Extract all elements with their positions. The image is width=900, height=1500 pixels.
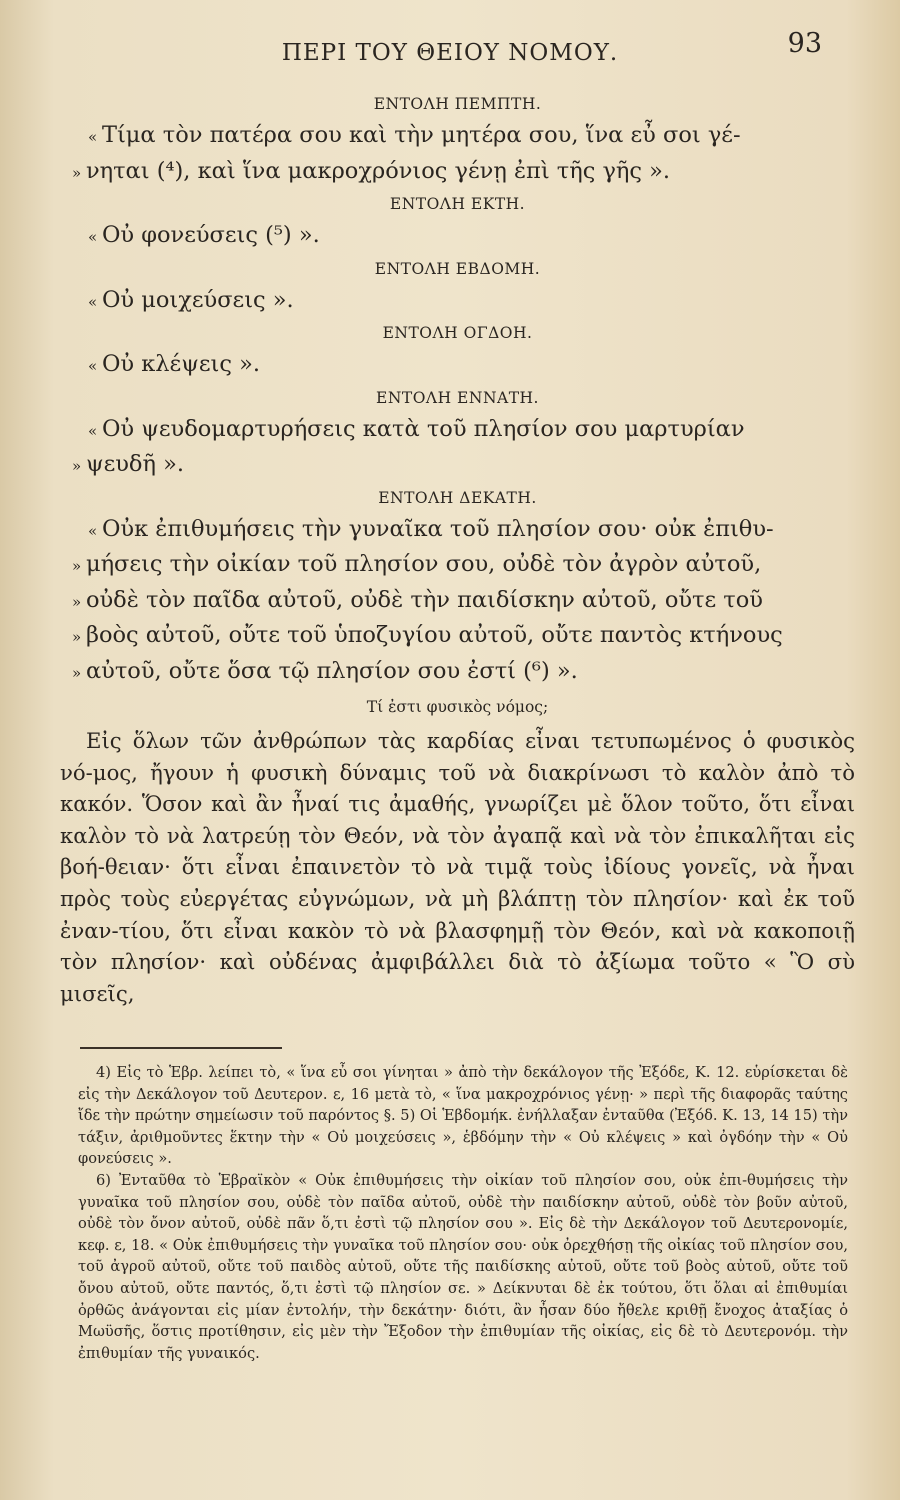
verse-line: Οὐ ψευδομαρτυρήσεις κατὰ τοῦ πλησίον σου μαρτυρίαν [101,415,745,442]
commandment-text-8: « Οὐ κλέψεις ». [88,351,261,377]
commandment-text-7: « Οὐ μοιχεύσεις ». [88,286,294,313]
verse-line: μήσεις τὴν οἰκίαν τοῦ πλησίον σου, οὐδὲ τὸν ἀγρὸν αὐτοῦ, [85,551,762,577]
section-question: Τί ἐστι φυσικὸς νόμος; [366,698,549,716]
footnotes [78,1062,848,1364]
commandment-heading-6: ΕΝΤΟΛΗ ΕΚΤΗ. [389,195,526,213]
page-number: 93 [787,28,822,59]
verse-line: ψευδῆ ». [85,451,185,477]
verse-line: Οὐ μοιχεύσεις ». [101,286,294,313]
commandment-text-6: « Οὐ φονεύσεις (⁵) ». [88,222,320,248]
commandment-heading-5: ΕΝΤΟΛΗ ΠΕΜΠΤΗ. [373,95,542,113]
verse-line: νηται (⁴), καὶ ἵνα μακροχρόνιος γένῃ ἐπὶ τῆς γῆς ». [85,157,671,184]
verse-line: βοὸς αὐτοῦ, οὔτε τοῦ ὑποζυγίου αὐτοῦ, οὔτε παντὸς κτήνους [85,622,783,648]
page-title: ΠΕΡΙ ΤΟΥ ΘΕΙΟΥ ΝΟΜΟΥ. [281,40,619,66]
commandment-heading-9: ΕΝΤΟΛΗ ΕΝΝΑΤΗ. [376,388,539,407]
commandment-text-9: « Οὐ ψευδομαρτυρήσεις κατὰ τοῦ πλησίον σου μαρτυρίαν » ψευδῆ ». [72,415,745,477]
commandment-heading-8: ΕΝΤΟΛΗ ΟΓΔΟΗ. [382,324,533,342]
running-head [0,28,900,80]
main-text [60,90,855,1009]
body-paragraph [60,725,855,1009]
verse-line: Οὐκ ἐπιθυμήσεις τὴν γυναῖκα τοῦ πλησίον σου· οὐκ ἐπιθυ- [101,515,774,542]
verse-line: Τίμα τὸν πατέρα σου καὶ τὴν μητέρα σου, ἵνα εὖ σοι γέ- [101,122,741,148]
footnote-6: 6) Ἐνταῦθα τὸ Ἑβραϊκὸν « Οὐκ ἐπιθυμήσεις τὴν οἰκίαν τοῦ πλησίον σου, οὐκ ἐπι-θυμήσεις τὴν γυναῖκα τοῦ πλησίον σου, οὐδὲ τὸν παῖδα αὐτοῦ, οὐδὲ τὴν παιδίσκην αὐτοῦ, οὐδὲ τὸν βοῦν αὐτοῦ, οὐδὲ τὸν ὄνον αὐτοῦ, οὐδὲ πᾶν ὅ,τι ἐστὶ τῷ πλησίον σου ». Εἰς δὲ τὴν Δεκάλογον τοῦ Δευτερονομίε, κεφ. ε, 18. « Οὐκ ἐπιθυμήσεις τὴν γυναῖκα τοῦ πλησίον σου· οὐκ ὀρεχθήσῃ τῆς οἰκίας τοῦ πλησίον σου, τοῦ ἀγροῦ αὐτοῦ, οὔτε τοῦ παιδὸς αὐτοῦ, οὔτε τῆς παιδίσκης αὐτοῦ, οὔτε τοῦ βοὸς αὐτοῦ, οὔτε τοῦ ὄνου αὐτοῦ, οὔτε παντός, ὅ,τι ἐστὶ τῷ πλησίον σε. » Δείκνυται δὲ ἐκ τούτου, ὅτι ὅλαι αἱ ἐπιθυμίαι ὀρθῶς ἀνάγονται εἰς μίαν ἐντολήν, τὴν δεκάτην· διότι, ἂν ἦσαν δύο ἤθελε κριθῇ ἔνοχος ἀταξίας ὁ Μωϋσῆς, ὅστις προτίθησιν, εἰς μὲν τὴν Ἔξοδον τὴν ἐπιθυμίαν τῆς οἰκίας, εἰς δὲ τὸ Δευτερονόμ. τὴν ἐπιθυμίαν τῆς γυναικός. [78,1171,848,1362]
verse-line: οὐδὲ τὸν παῖδα αὐτοῦ, οὐδὲ τὴν παιδίσκην αὐτοῦ, οὔτε τοῦ [85,586,763,613]
verse-line: Οὐ φονεύσεις (⁵) ». [101,222,320,248]
footnote-4-5: 4) Εἰς τὸ Ἑβρ. λείπει τὸ, « ἵνα εὖ σοι γίνηται » ἀπὸ τὴν δεκάλογον τῆς Ἐξόδε, Κ. 12. εὑρίσκεται δὲ εἰς τὴν Δεκάλογον τοῦ Δευτερον. ε, 16 μετὰ τὸ, « ἵνα μακροχρόνιος γένῃ· » περὶ τῆς διαφορᾶς ταύτης ἴδε τὴν πρώτην σημείωσιν τοῦ παρόντος §. 5) Οἱ Ἑβδομήκ. ἐνήλλαξαν ἐνταῦθα (Ἐξόδ. Κ. 13, 14 15) τὴν τάξιν, ἀριθμοῦντες ἕκτην τὴν « Οὐ μοιχεύσεις », ἑβδόμην τὴν « Οὐ κλέψεις » καὶ ὀγδόην τὴν « Οὐ φονεύσεις ». [78,1064,849,1168]
commandment-text-10: « Οὐκ ἐπιθυμήσεις τὴν γυναῖκα τοῦ πλησίον σου· οὐκ ἐπιθυ- » μήσεις τὴν οἰκίαν τοῦ πλησίον σου, οὐδὲ τὸν ἀγρὸν αὐτοῦ, » οὐδὲ τὸν παῖδα αὐτοῦ, οὐδὲ τὴν παιδίσκην αὐτοῦ, οὔτε τοῦ » βοὸς αὐτοῦ, οὔτε τοῦ ὑποζυγίου αὐτοῦ, οὔτε παντὸς κτήνους » αὐτοῦ, οὔτε ὅσα τῷ πλησίον σου ἐστί (⁶) ». [72,515,783,684]
commandment-heading-7: ΕΝΤΟΛΗ ΕΒΔΟΜΗ. [374,259,541,278]
paragraph-text: Εἰς ὅλων τῶν ἀνθρώπων τὰς καρδίας εἶναι τετυπωμένος ὁ φυσικὸς νό-μος, ἤγουν ἡ φυσικὴ δύναμις τοῦ νὰ διακρίνωσι τὸ καλὸν ἀπὸ τὸ κακόν. Ὅσον καὶ ἂν ἦναί τις ἀμαθής, γνωρίζει μὲ ὅλον τοῦτο, ὅτι εἶναι καλὸν τὸ νὰ λατρεύῃ τὸν Θεόν, νὰ τὸν ἀγαπᾷ καὶ νὰ τὸν ἐπικαλῆται εἰς βοή-θειαν· ὅτι εἶναι ἐπαινετὸν τὸ νὰ τιμᾷ τοὺς ἰδίους γονεῖς, νὰ ἦναι πρὸς τοὺς εὐεργέτας εὐγνώμων, νὰ μὴ βλάπτῃ τὸν πλησίον· καὶ ἐκ τοῦ ἐναν-τίου, ὅτι εἶναι κακὸν τὸ νὰ βλασφημῇ τὸν Θεόν, καὶ νὰ κακοποιῇ τὸν πλησίον· καὶ οὐδένας ἀμφιβάλλει διὰ τὸ ἀξίωμα τοῦτο « Ὃ σὺ μισεῖς, [60,728,855,1006]
commandment-heading-10: ΕΝΤΟΛΗ ΔΕΚΑΤΗ. [378,488,537,507]
commandment-text-5: « Τίμα τὸν πατέρα σου καὶ τὴν μητέρα σου, ἵνα εὖ σοι γέ- » νηται (⁴), καὶ ἵνα μακροχρόνιος γένῃ ἐπὶ τῆς γῆς ». [72,122,741,184]
verse-line: Οὐ κλέψεις ». [101,351,261,377]
footnote-rule [80,1047,282,1049]
verse-line: αὐτοῦ, οὔτε ὅσα τῷ πλησίον σου ἐστί (⁶) ». [85,657,578,684]
